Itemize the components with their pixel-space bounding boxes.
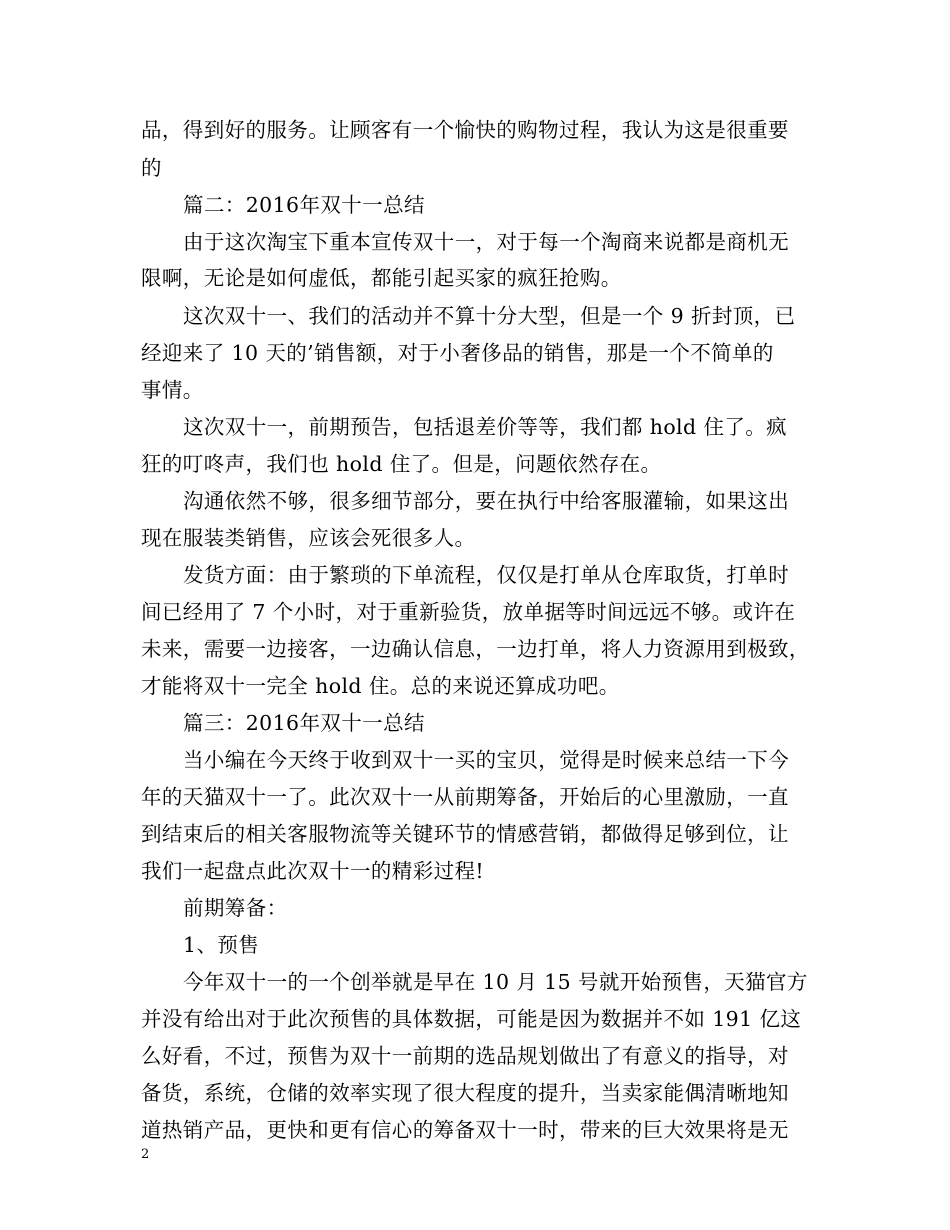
page-number: 2 xyxy=(141,1147,150,1162)
text-line: 未来，需要一边接客，一边确认信息，一边打单，将人力资源用到极致， xyxy=(141,637,810,661)
text-line: 年的天猫双十一了。此次双十一从前期筹备，开始后的心里激励，一直 xyxy=(141,785,789,809)
list-item: 1、预售 xyxy=(183,933,260,957)
text-line: 限啊，无论是如何虚低，都能引起买家的疯狂抢购。 xyxy=(141,266,622,290)
text-line: 经迎来了 10 天的’销售额，对于小奢侈品的销售，那是一个不简单的 xyxy=(141,341,774,365)
text-line: 当小编在今天终于收到双十一买的宝贝，觉得是时候来总结一下今 xyxy=(183,748,790,772)
text-line: 并没有给出对于此次预售的具体数据，可能是因为数据并不如 191 亿这 xyxy=(141,1007,802,1031)
text-line: 由于这次淘宝下重本宣传双十一，对于每一个淘商来说都是商机无 xyxy=(183,230,790,254)
text-line: 才能将双十一完全 hold 住。总的来说还算成功吧。 xyxy=(141,674,620,698)
section-heading: 篇二：2016年双十一总结 xyxy=(183,193,425,217)
text-line: 备货，系统，仓储的效率实现了很大程度的提升，当卖家能偶清晰地知 xyxy=(141,1081,789,1105)
text-line: 这次双十一、我们的活动并不算十分大型，但是一个 9 折封顶，已 xyxy=(183,304,796,328)
text-line: 我们一起盘点此次双十一的精彩过程! xyxy=(141,859,485,883)
text-line: 到结束后的相关客服物流等关键环节的情感营销，都做得足够到位，让 xyxy=(141,822,789,846)
text-line: 现在服装类销售，应该会死很多人。 xyxy=(141,526,476,550)
text-line: 今年双十一的一个创举就是早在 10 月 15 号就开始预售，天猫官方 xyxy=(183,970,808,994)
text-line: 道热销产品，更快和更有信心的筹备双十一时，带来的巨大效果将是无 xyxy=(141,1118,789,1142)
subheading: 前期筹备： xyxy=(183,896,288,920)
text-line: 品，得到好的服务。让顾客有一个愉快的购物过程，我认为这是很重要 xyxy=(141,118,789,142)
text-line: 间已经用了 7 个小时，对于重新验货，放单据等时间远远不够。或许在 xyxy=(141,600,796,624)
text-line: 狂的叮咚声，我们也 hold 住了。但是，问题依然存在。 xyxy=(141,452,662,476)
text-line: 的 xyxy=(141,156,162,180)
text-line: 这次双十一，前期预告，包括退差价等等，我们都 hold 住了。疯 xyxy=(183,415,788,439)
text-line: 事情。 xyxy=(141,378,204,402)
text-line: 沟通依然不够，很多细节部分，要在执行中给客服灌输，如果这出 xyxy=(183,489,790,513)
text-line: 发货方面：由于繁琐的下单流程，仅仅是打单从仓库取货，打单时 xyxy=(183,563,790,587)
text-line: 么好看，不过，预售为双十一前期的选品规划做出了有意义的指导，对 xyxy=(141,1044,789,1068)
section-heading: 篇三：2016年双十一总结 xyxy=(183,711,425,735)
